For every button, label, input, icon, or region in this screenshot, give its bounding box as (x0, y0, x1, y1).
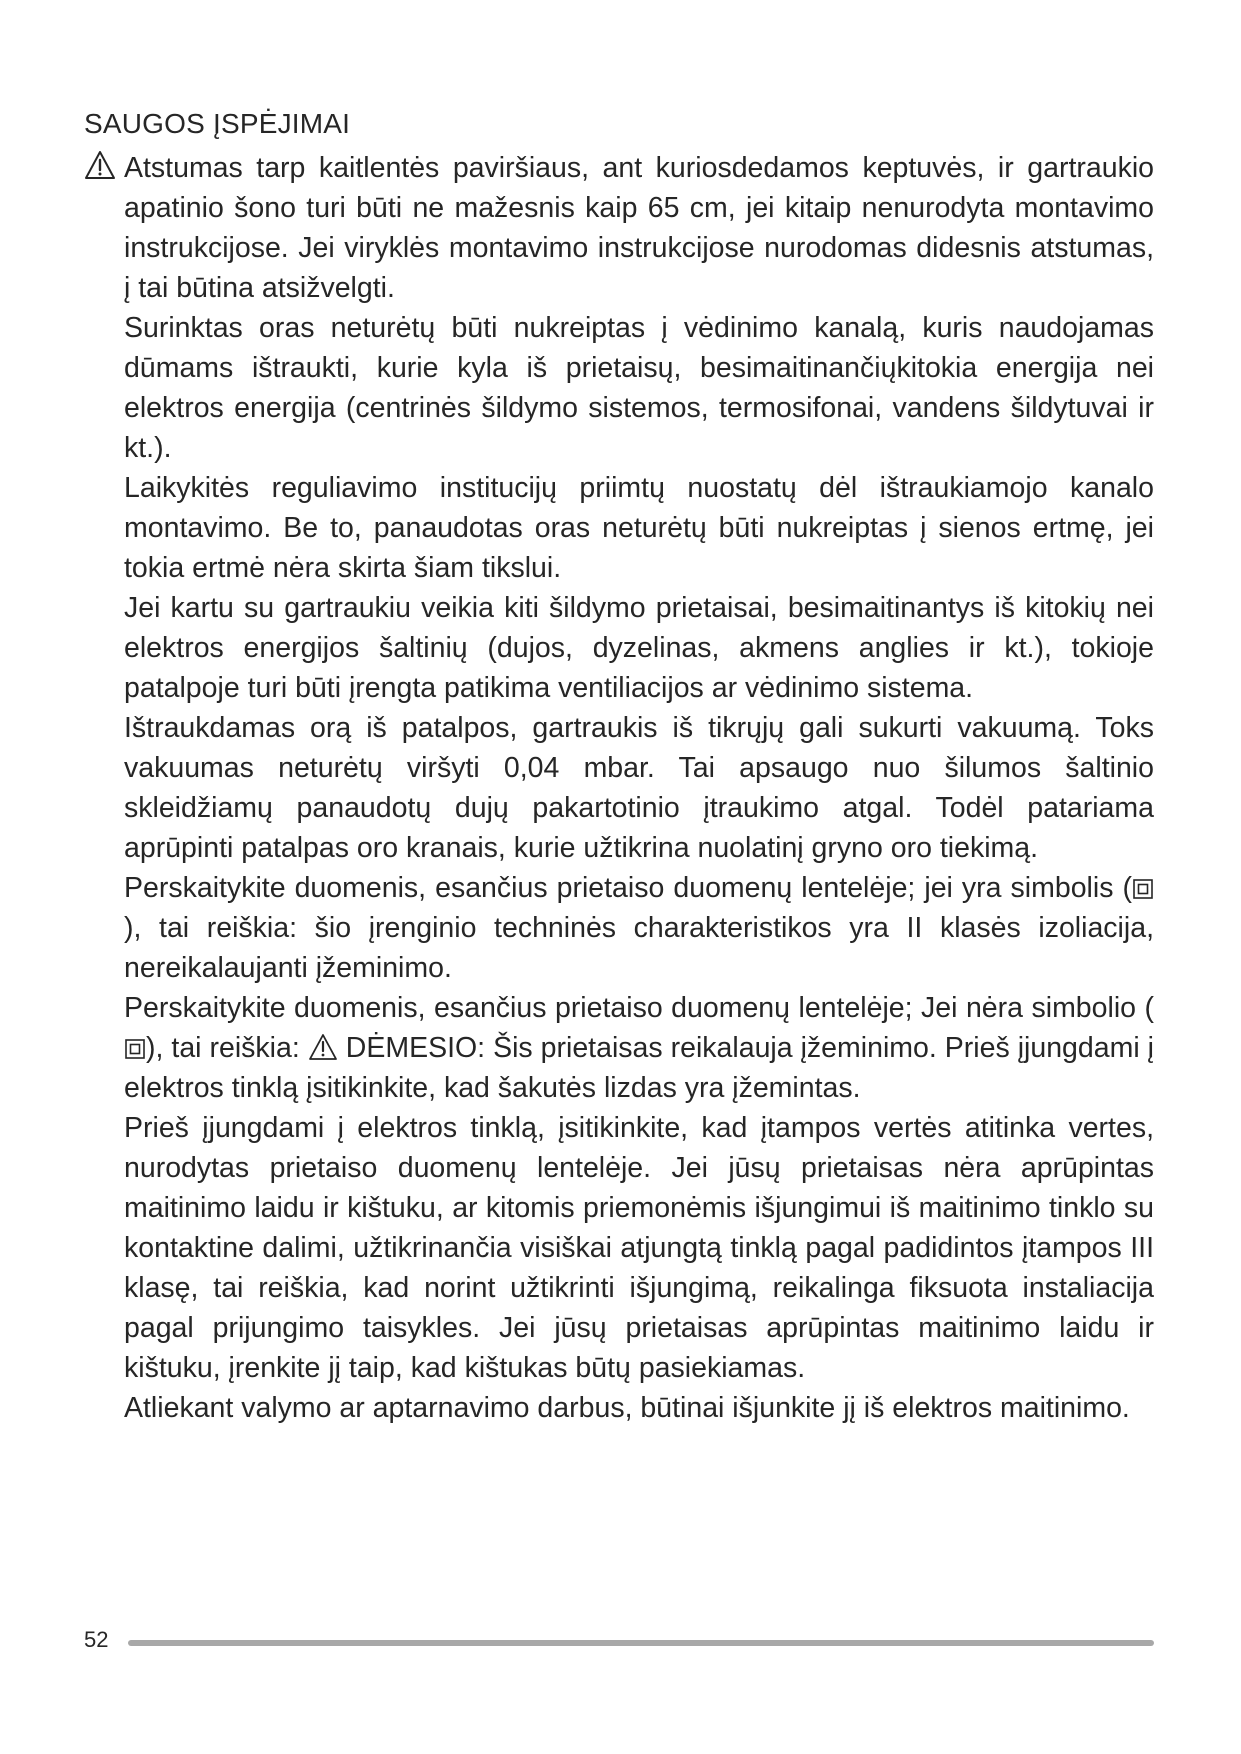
paragraph-voltage: Prieš įjungdami į elektros tinklą, įsitikinkite, kad įtampos vertės atitinka vertes, nurodytas prietaiso duomenų lentelėje. Jei jūsų prietaisas nėra aprūpintas maitinimo laidu ir kištuku, ar kitomis priemonėmis išjungimui iš maitinimo tinklo su kontaktine dalimi, užtikrinančia visiškai atjungtą tinklą pagal padidintos įtampos III klasę, tai reiškia, kad norint užtikrinti išjungimą, reikalinga fiksuota instaliacija pagal prijungimo taisykles. Jei jūsų prietaisas aprūpintas maitinimo laidu ir kištuku, įrenkite jį taip, kad kištukas būtų pasiekiamas. (124, 1112, 1154, 1384)
paragraph-vacuum: Ištraukdamas orą iš patalpos, gartraukis iš tikrųjų gali sukurti vakuumą. Toks vakuumas neturėtų viršyti 0,04 mbar. Tai apsaugo nuo šilumos šaltinio skleidžiamų panaudotų dujų pakartotinio įtraukimo atgal. Todėl patariama aprūpinti patalpas oro kranais, kurie užtikrina nuolatinį gryno oro tiekimą. (124, 712, 1154, 864)
safety-warnings-body (124, 148, 1154, 1428)
paragraph-cleaning: Atliekant valymo ar aptarnavimo darbus, būtinai išjunkite jį iš elektros maitinimo. (124, 1392, 1130, 1424)
warning-triangle-icon (308, 1033, 338, 1061)
warning-triangle-icon (84, 150, 116, 180)
paragraph-class-ii (124, 868, 1154, 988)
paragraph-regulations: Laikykitės reguliavimo institucijų priimtų nuostatų dėl ištraukiamojo kanalo montavimo. Be to, panaudotas oras neturėtų būti nukreiptas į sienos ertmę, jei tokia ertmė nėra skirta šiam tikslui. (124, 472, 1154, 584)
paragraph-distance: Atstumas tarp kaitlentės paviršiaus, ant kuriosdedamos keptuvės, ir gartraukio apatinio šono turi būti ne mažesnis kaip 65 cm, jei kitaip nenurodyta montavimo instrukcijose. Jei viryklės montavimo instrukcijose nurodomas didesnis atstumas, į tai būtina atsižvelgti. (124, 152, 1154, 304)
footer-rule (128, 1640, 1154, 1646)
section-heading: SAUGOS ĮSPĖJIMAI (84, 108, 351, 139)
page-number: 52 (84, 1627, 109, 1652)
paragraph-exhaust-duct: Surinktas oras neturėtų būti nukreiptas į vėdinimo kanalą, kuris naudojamas dūmams ištraukti, kurie kyla iš prietaisų, besimaitinančiųkitokia energija nei elektros energija (centrinės šildymo sistemos, termosifonai, vandens šildytuvai ir kt.). (124, 312, 1154, 464)
text-segment: Perskaitykite duomenis, esančius prietaiso duomenų lentelėje; jei yra simbolis ( (124, 872, 1132, 904)
text-segment: DĖMESIO: Šis prietaisas reikalauja įžeminimo. Prieš įjungdami į elektros tinklą įsitikinkite, kad šakutės lizdas yra įžemintas. (124, 1032, 1154, 1104)
text-segment: ), tai reiškia: šio įrenginio techninės charakteristikos yra II klasės izoliacija, nereikalaujanti įžeminimo. (124, 912, 1154, 984)
paragraph-ventilation: Jei kartu su gartraukiu veikia kiti šildymo prietaisai, besimaitinantys iš kitokių nei elektros energijos šaltinių (dujos, dyzelinas, akmens anglies ir kt.), tokioje patalpoje turi būti įrengta patikima ventiliacijos ar vėdinimo sistema. (124, 592, 1154, 704)
class-ii-insulation-icon (125, 1039, 145, 1059)
class-ii-insulation-icon (1133, 879, 1153, 899)
text-segment: ), tai reiškia: (146, 1032, 308, 1064)
paragraph-grounding (124, 988, 1154, 1108)
text-segment: Perskaitykite duomenis, esančius prietaiso duomenų lentelėje; Jei nėra simbolio ( (124, 992, 1154, 1024)
